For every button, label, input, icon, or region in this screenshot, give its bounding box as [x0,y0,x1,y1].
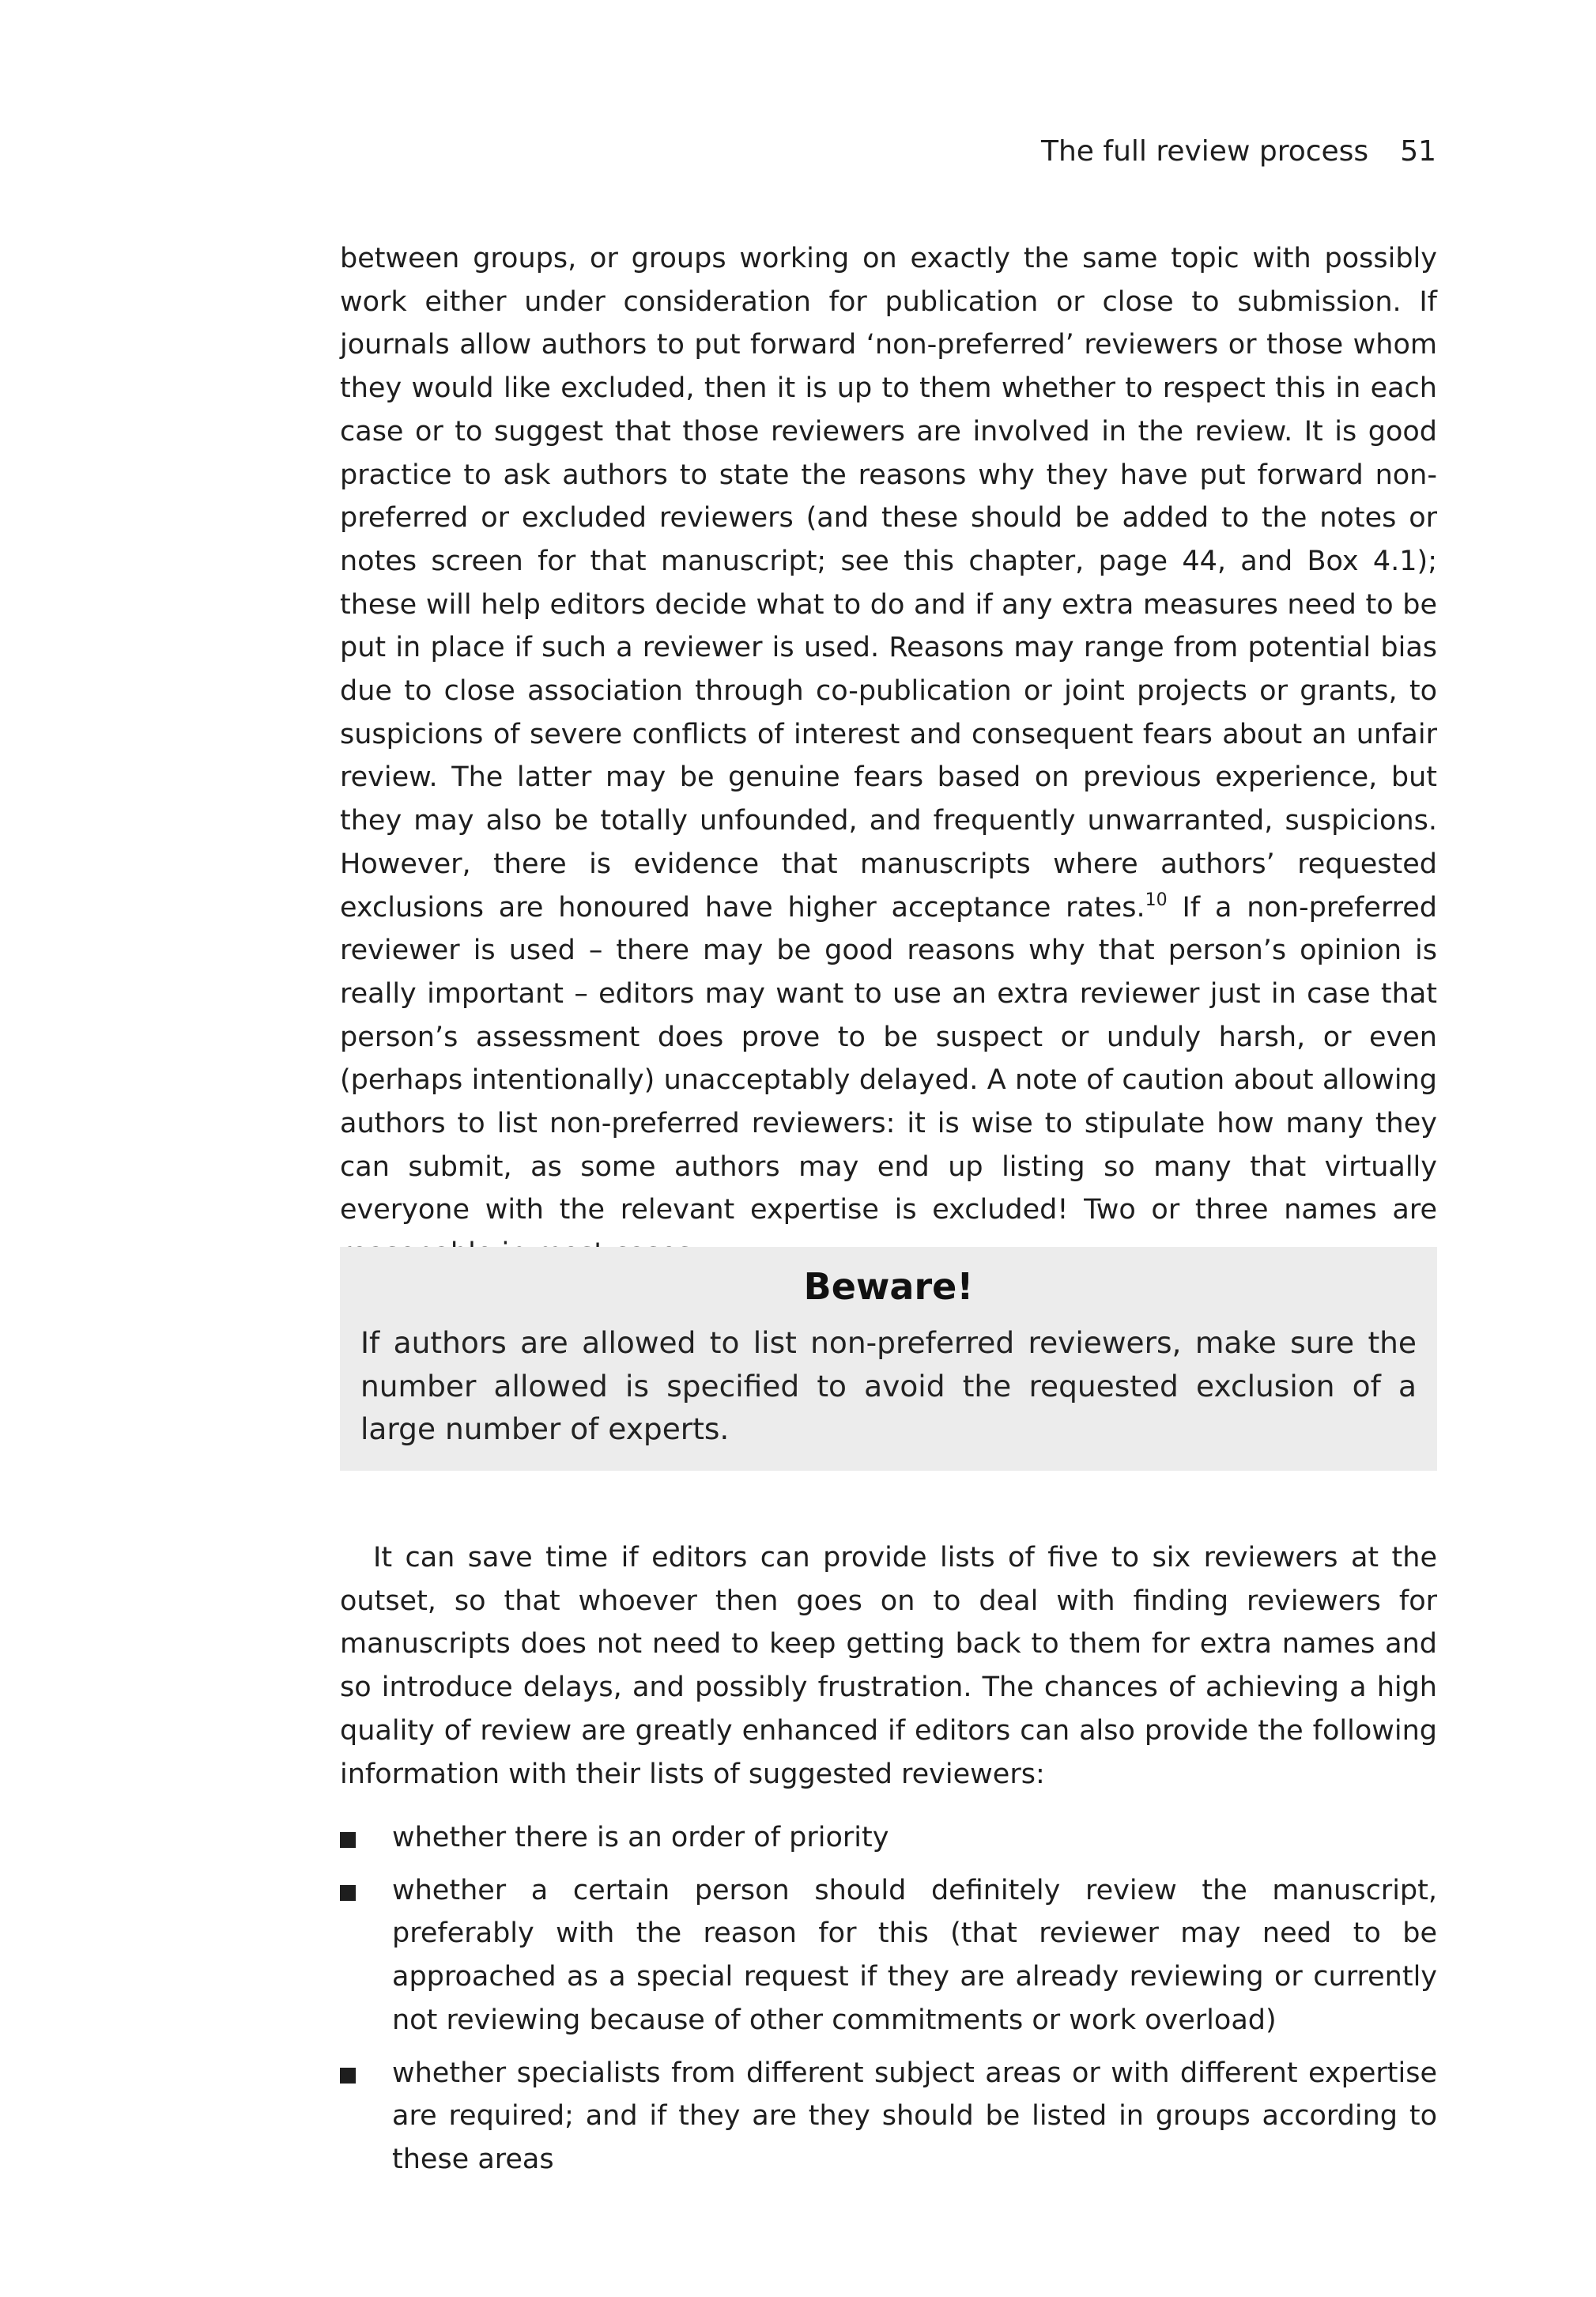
list-item [340,1869,1437,2042]
page-number: 51 [1400,135,1436,168]
square-bullet-icon [340,1832,356,1848]
square-bullet-icon [340,1885,356,1901]
list-item-text: whether specialists from different subject areas or with different expertise are required; and if they are they should be listed in groups according to these areas [392,2057,1437,2175]
running-title: The full review process [1041,135,1369,168]
body-paragraph-2: It can save time if editors can provide lists of five to six reviewers at the outset, so that whoever then goes on to deal with finding reviewers for manuscripts does not need to keep getting back to them for extra names and so introduce delays, and possibly frustration. The chances of achieving a high quality of review are greatly enhanced if editors can also provide the following information with their lists of suggested reviewers: [340,1542,1437,1790]
square-bullet-icon [340,2068,356,2084]
body-paragraph-1 [340,237,1437,1275]
paragraph-1-start: between groups, or groups working on exactly the same topic with possibly work either under consideration for publication or close to submission. If journals allow authors to put forward ‘non-preferred’ reviewers or those whom they would like excluded, then it is up to them whether to respect this in each case or to suggest that those reviewers are involved in the review. It is good practice to ask authors to state the reasons why they have put forward non-preferred or excluded reviewers (and these should be added to the notes or notes screen for that manuscript; see this chapter, page 44, and Box 4.1); these will help editors decide what to do and if any extra measures need to be put in place if such a reviewer is used. Reasons may range from potential bias due to close association through co-publication or joint projects or grants, to suspicions of severe conflicts of interest and consequent fears about an unfair review. The latter may be genuine fears based on previous experience, but they may also be totally unfounded, and frequently unwarranted, suspicions. However, there is evidence that manuscripts where authors’ requested exclusions are honoured have higher acceptance rates. [340,243,1437,924]
list-item-text: whether a certain person should definitely review the manuscript, preferably with the reason for this (that reviewer may need to be approached as a special request if they are already reviewing or currently not reviewing because of other commitments or work overload) [392,1874,1437,2036]
running-header [1041,134,1436,169]
list-item [340,1816,1437,1860]
footnote-reference: 10 [1145,890,1168,910]
list-item [340,2052,1437,2182]
beware-text: If authors are allowed to list non-preferred reviewers, make sure the number allowed is specified to avoid the requested exclusion of a large number of experts. [360,1325,1417,1446]
bullet-list [340,1816,1437,2191]
list-item-text: whether there is an order of priority [392,1822,889,1853]
beware-title: Beware! [803,1265,974,1308]
paragraph-1-end: If a non-preferred reviewer is used – there may be good reasons why that person’s opinion is really important – editors may want to use an extra reviewer just in case that person’s assessment does prove to be suspect or unduly harsh, or even (perhaps intentionally) unacceptably delayed. A note of caution about allowing authors to list non-preferred reviewers: it is wise to stipulate how many they can submit, as some authors may end up listing so many that virtually everyone with the relevant expertise is excluded! Two or three names are [340,891,1437,1226]
beware-callout-box [340,1247,1437,1471]
